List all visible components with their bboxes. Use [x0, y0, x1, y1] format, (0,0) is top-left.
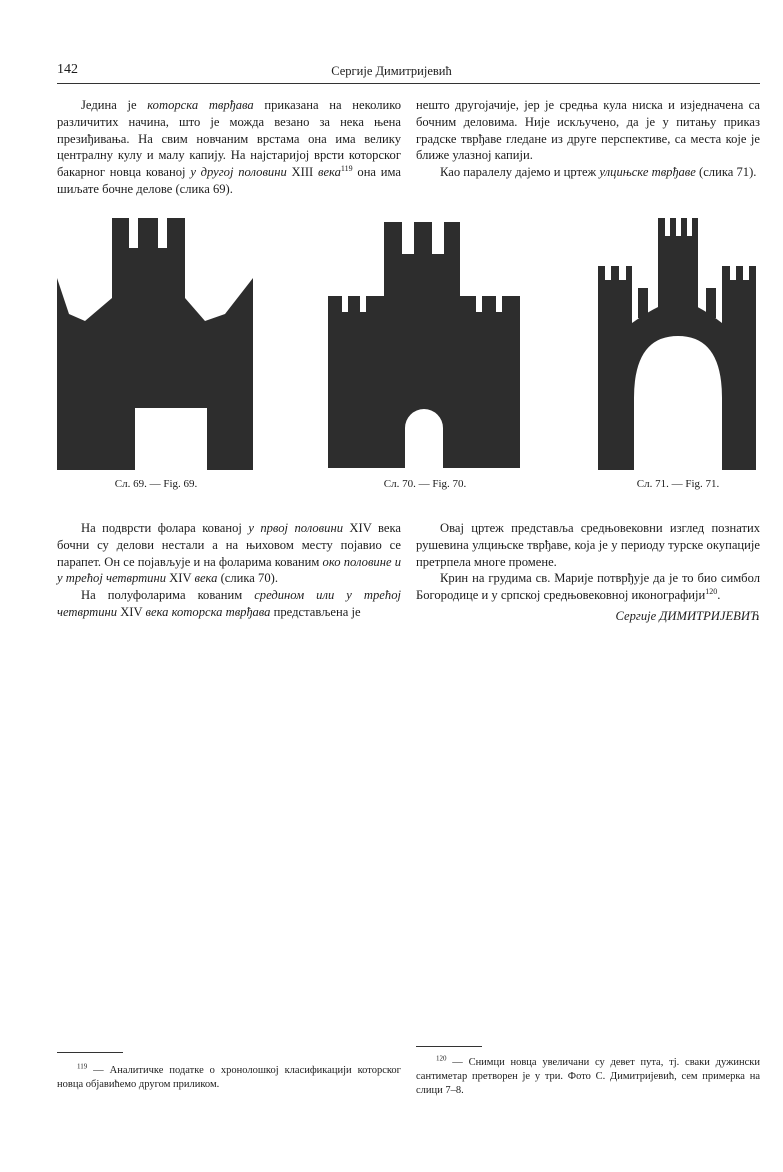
footnote-rule: [57, 1052, 123, 1053]
page-number: 142: [57, 62, 78, 77]
figure-69-fortress-drawing: [57, 218, 255, 470]
text-column-top-right: [416, 97, 760, 181]
footnote-120: $^{120}$ — Снимци новца увеличани су девет пута, тј. сваки дужински сантиметар претворен је у три. Фото С. Димитријевић, сем примерка на слици 7–8.: [416, 1054, 760, 1096]
figure-caption: Сл. 70. — Fig. 70.: [383, 478, 467, 490]
footnote-rule: [416, 1046, 482, 1047]
running-title: Сергије Димитријевић: [331, 64, 452, 78]
author-signature: Сергије ДИМИТРИЈЕВИЋ: [615, 608, 760, 623]
text-column-top-left: [57, 97, 401, 198]
paragraph: Једина је которска тврђава приказана на неколико различитих начина, што је можда везано за нека њена презиђивања. На свим новчаним врстама она има велику централну кулу и малу капију. На најстаријој врсти которског бакарног новца кованој у другој половини XIII века$^{119}$ она има шиљате бочне делове (слика 69).: [57, 98, 402, 196]
header-rule: [57, 83, 760, 84]
figure-caption: Сл. 69. — Fig. 69.: [114, 478, 198, 490]
paragraph: Овај цртеж представља средњовековни изглед познатих рушевина улцињске тврђаве, која је у периоду турске окупације претрпела многе промене.: [416, 521, 760, 569]
footnote-ref[interactable]: 120: [705, 587, 718, 596]
footnote-ref[interactable]: 119: [340, 164, 353, 173]
figure-caption: Сл. 71. — Fig. 71.: [636, 478, 720, 490]
paragraph: Крин на грудима св. Марије потврђује да је то био симбол Богородице и у српској средњовековној иконографији$^{120}$.: [416, 571, 760, 603]
figure-70-fortress-drawing: [328, 222, 522, 468]
footnote-119: $^{119}$ — Аналитичке податке о хронолошкој класификацији которског новца објавићемо другом приликом.: [57, 1062, 401, 1090]
figure-71-fortress-drawing: [598, 218, 758, 470]
paragraph: На полуфоларима кованим средином или у трећој четвртини XIV века которска тврђава представљена је: [57, 588, 401, 619]
text-column-bottom-right: [416, 520, 760, 625]
text-column-bottom-left: [57, 520, 401, 621]
paragraph: Као паралелу дајемо и цртеж улцињске тврђаве (слика 71).: [440, 165, 757, 180]
paragraph: нешто другојачије, јер је средња кула ниска и изједначена са бочним деловима. Није искључено, да је у питању приказ градске тврђаве гледане из друге перспективе, са места које је ближе улазној капији.: [416, 98, 760, 163]
paragraph: На подврсти фолара кованој у првој половини XIV века бочни су делови нестали а на њиховом месту појавио се парапет. Он се појављује и на фоларима кованим око половине и у трећој четвртини XIV века (слика 70).: [57, 521, 402, 586]
